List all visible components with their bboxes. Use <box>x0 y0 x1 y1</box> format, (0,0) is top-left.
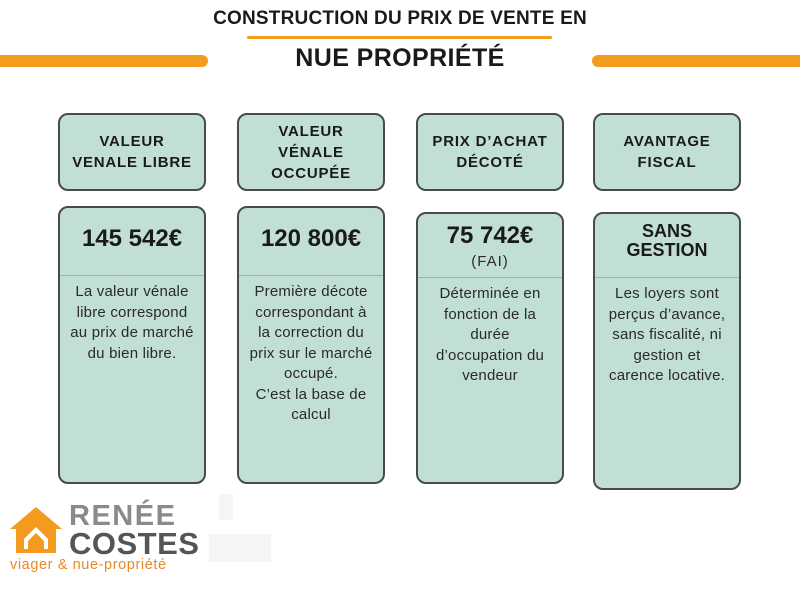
description-line: La valeur vénale <box>75 283 189 300</box>
description-line: carence locative. <box>609 367 725 384</box>
card-description <box>418 278 562 387</box>
brand-logo <box>8 500 208 580</box>
header-title-top: CONSTRUCTION DU PRIX DE VENTE EN <box>213 8 587 29</box>
description-line: durée <box>470 326 510 343</box>
description-line: libre correspond <box>76 303 188 321</box>
description-line: Première décote <box>254 283 368 300</box>
card-valeur-venale-occupee <box>237 206 385 484</box>
description-line: perçus d’avance, <box>608 305 726 323</box>
description-line: au prix de marché <box>70 324 194 341</box>
watermark-shape-icon <box>205 490 275 570</box>
card-value-section <box>60 208 204 276</box>
amount-value: 120 800€ <box>260 224 362 252</box>
amount-value: 145 542€ <box>81 224 183 252</box>
description-line: gestion et <box>633 346 701 364</box>
header-title-main: NUE PROPRIÉTÉ <box>295 44 505 72</box>
description-line: prix sur le marché <box>249 344 373 362</box>
heading-prix-achat-decote: PRIX D’ACHAT DÉCOTÉ <box>416 113 564 191</box>
card-prix-achat-decote <box>416 212 564 484</box>
house-logo-icon <box>8 505 64 555</box>
description-line: fonction de la <box>443 305 537 323</box>
card-valeur-venale-libre <box>58 206 206 484</box>
heading-valeur-venale-libre: VALEUR VENALE LIBRE <box>58 113 206 191</box>
amount-value: 75 742€ <box>446 221 534 249</box>
amount-value: SANS GESTION <box>626 220 708 260</box>
description-line: Déterminée en <box>439 285 541 302</box>
heading-avantage-fiscal: AVANTAGE FISCAL <box>593 113 741 191</box>
title-underline <box>247 36 552 39</box>
card-description <box>595 278 739 387</box>
description-line: occupé. <box>284 365 338 382</box>
description-line: sans fiscalité, ni <box>612 326 722 343</box>
description-line: d’occupation du <box>435 346 545 364</box>
logo-name-first: RENÉE <box>69 500 177 532</box>
heading-valeur-venale-occupee: VALEUR VÉNALE OCCUPÉE <box>237 113 385 191</box>
description-line: calcul <box>291 406 331 423</box>
card-value-section <box>239 208 383 276</box>
card-avantage-fiscal <box>593 212 741 490</box>
description-line: du bien libre. <box>87 344 177 362</box>
logo-tagline: viager & nue-propriété <box>10 557 167 573</box>
right-accent-bar <box>592 55 800 67</box>
description-line: C’est la base de <box>255 385 367 403</box>
description-line: correspondant à <box>255 303 367 321</box>
card-description <box>239 276 383 426</box>
card-value-section <box>595 214 739 278</box>
description-line: vendeur <box>462 367 518 384</box>
description-line: la correction du <box>258 324 364 341</box>
amount-sub-label: (FAI) <box>471 252 509 270</box>
card-description <box>60 276 204 364</box>
card-value-section <box>418 214 562 278</box>
description-line: Les loyers sont <box>615 285 719 302</box>
background-watermark <box>205 490 275 577</box>
logo-name-last: COSTES <box>69 526 200 561</box>
